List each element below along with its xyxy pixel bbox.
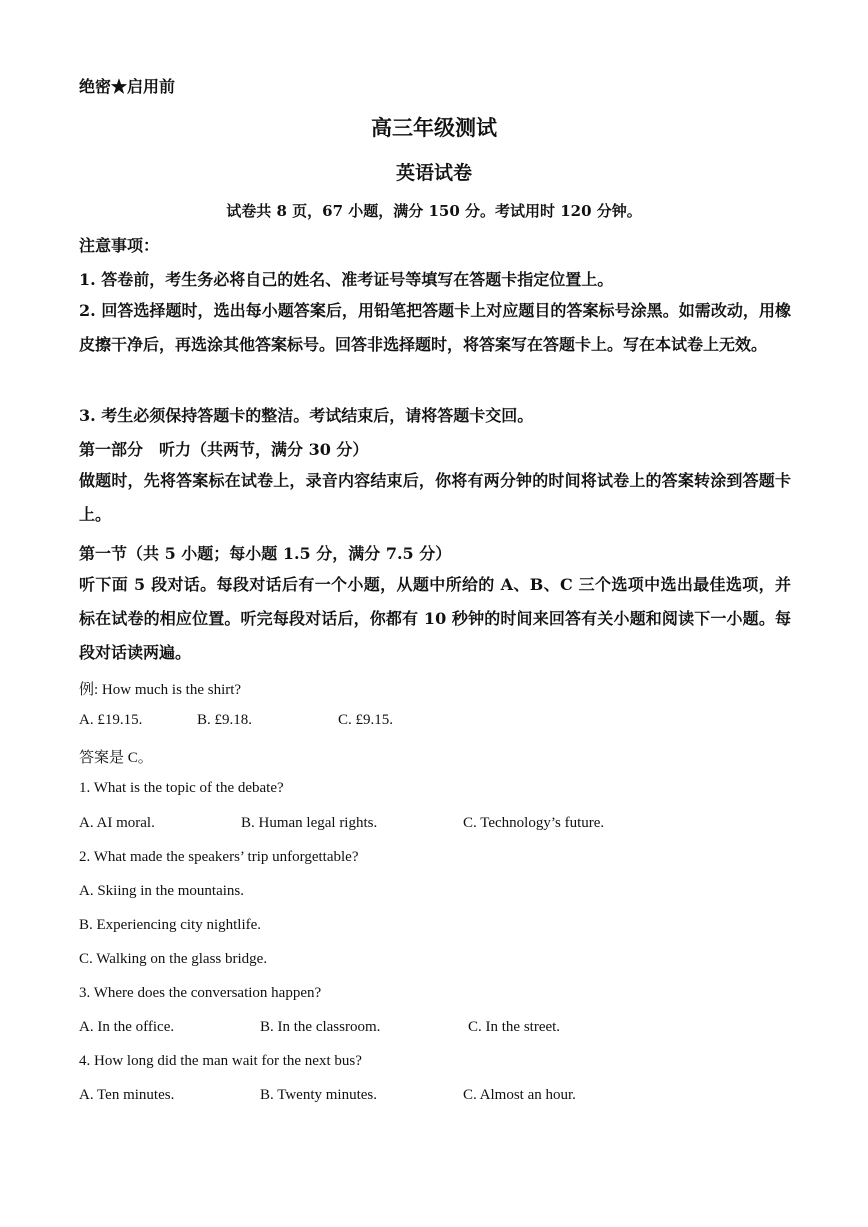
question-4: 4. How long did the man wait for the next bus? (79, 1053, 362, 1069)
exam-subtitle: 英语试卷 (395, 162, 472, 184)
q4-option-b: B. Twenty minutes. (260, 1087, 378, 1103)
exam-title: 高三年级测试 (371, 115, 497, 140)
section1-instruction: 听下面 5 段对话。每段对话后有一个小题，从题中所给的 A、B、C 三个选项中选出最佳选项，并标在试卷的相应位置。听完每段对话后，你都有 10 秒钟的时间来回答有关小题和阅读下一小题。每段对话读两遍。 (79, 575, 791, 662)
q2-option-c: C. Walking on the glass bridge. (79, 951, 268, 967)
q4-option-c: C. Almost an hour. (463, 1087, 576, 1103)
notes-item-2: 2. 回答选择题时，选出每小题答案后，用铅笔把答题卡上对应题目的答案标号涂黑。如需改动，用橡皮擦干净后，再选涂其他答案标号。回答非选择题时，将答案写在答题卡上。写在本试卷上无效。 (79, 301, 791, 354)
example-option-b: B. £9.18. (197, 712, 253, 728)
notes-item-1: 1. 答卷前，考生务必将自己的姓名、准考证号等填写在答题卡指定位置上。 (79, 270, 614, 289)
part1-heading: 第一部分 听力（共两节，满分 30 分） (79, 440, 369, 459)
example-option-a: A. £19.15. (79, 712, 143, 728)
exam-info: 试卷共 8 页，67 小题，满分 150 分。考试用时 120 分钟。 (226, 202, 642, 220)
question-3: 3. Where does the conversation happen? (79, 985, 322, 1001)
confidential-label: 绝密★启用前 (79, 77, 176, 96)
example-answer: 答案是 C。 (79, 750, 153, 766)
example-option-c: C. £9.15. (338, 712, 394, 728)
q2-option-b: B. Experiencing city nightlife. (79, 917, 262, 933)
notes-heading: 注意事项： (79, 236, 160, 255)
section1-heading: 第一节（共 5 小题；每小题 1.5 分，满分 7.5 分） (79, 544, 452, 563)
q3-option-c: C. In the street. (468, 1019, 561, 1035)
q4-option-a: A. Ten minutes. (79, 1087, 175, 1103)
example-question: 例: How much is the shirt? (79, 682, 242, 698)
q1-option-a: A. AI moral. (79, 815, 155, 831)
q1-option-c: C. Technology’s future. (463, 815, 605, 831)
q3-option-b: B. In the classroom. (260, 1019, 381, 1035)
question-2: 2. What made the speakers’ trip unforgettable? (79, 849, 359, 865)
q3-option-a: A. In the office. (79, 1019, 175, 1035)
notes-item-3: 3. 考生必须保持答题卡的整洁。考试结束后，请将答题卡交回。 (79, 406, 534, 425)
question-1: 1. What is the topic of the debate? (79, 780, 284, 796)
part1-instruction: 做题时，先将答案标在试卷上，录音内容结束后，你将有两分钟的时间将试卷上的答案转涂到答题卡上。 (79, 471, 791, 524)
q2-option-a: A. Skiing in the mountains. (79, 883, 244, 899)
q1-option-b: B. Human legal rights. (241, 815, 378, 831)
